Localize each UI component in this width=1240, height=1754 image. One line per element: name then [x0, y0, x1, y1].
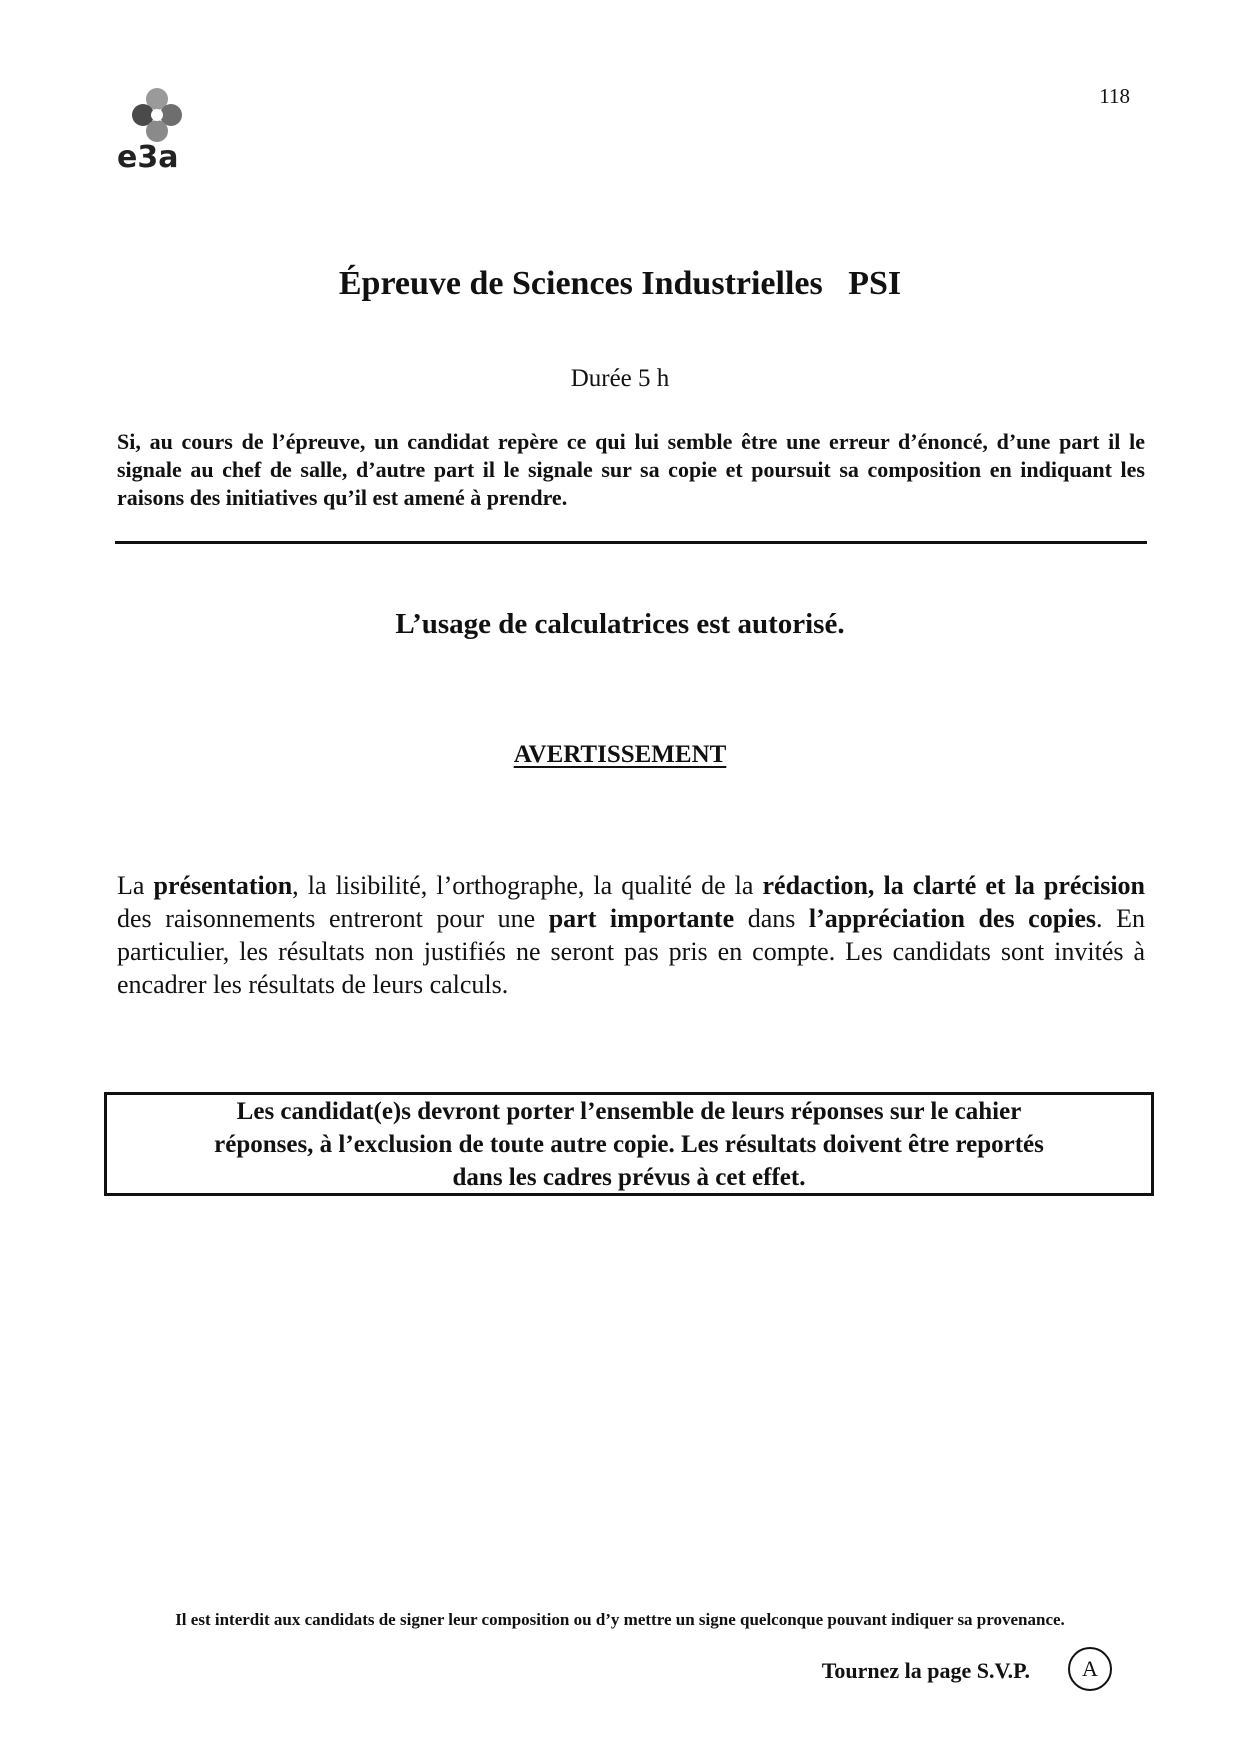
warning-text: des raisonnements entreront pour une — [117, 904, 549, 933]
answer-box-line: dans les cadres prévus à cet effet. — [452, 1163, 806, 1191]
warning-emphasis: rédaction, la clarté et la précision — [762, 871, 1145, 900]
warning-text: . En particulier, les résultats non justifiés ne seront pas pris en compte. Les candidats sont invités à encadrer les résultats de leurs calculs. — [117, 904, 1145, 999]
horizontal-divider — [115, 541, 1147, 544]
error-notice: Si, au cours de l’épreuve, un candidat repère ce qui lui semble être une erreur d’énoncé, d’une part il le signale au chef de salle, d’autre part il le signale sur sa copie et poursuit sa composition en indiquant les raisons des initiatives qu’il est amené à prendre. — [117, 429, 1145, 510]
warning-paragraph — [117, 869, 1145, 1001]
e3a-logo — [115, 85, 227, 180]
logo-center — [151, 109, 163, 121]
warning-emphasis: part importante — [548, 904, 735, 933]
answer-booklet-notice-box — [104, 1092, 1154, 1196]
version-badge: A — [1068, 1647, 1112, 1691]
warning-emphasis: l’appréciation des copies — [808, 904, 1097, 933]
exam-duration: Durée 5 h — [570, 365, 670, 392]
answer-box-line: Les candidat(e)s devront porter l’ensemble de leurs réponses sur le cahier — [236, 1097, 1022, 1125]
answer-box-text — [214, 1095, 1044, 1194]
page-title: Épreuve de Sciences Industrielles PSI — [338, 265, 902, 302]
warning-emphasis: présentation — [153, 871, 293, 900]
answer-box-line: réponses, à l’exclusion de toute autre copie. Les résultats doivent être reportés — [214, 1130, 1044, 1158]
signature-prohibition-notice: Il est interdit aux candidats de signer leur composition ou d’y mettre un signe quelconque pouvant indiquer sa provenance. — [175, 1610, 1065, 1629]
turn-page-notice: Tournez la page S.V.P. — [821, 1658, 1030, 1683]
warning-heading-text: AVERTISSEMENT — [513, 741, 727, 768]
calculator-notice: L’usage de calculatrices est autorisé. — [395, 608, 845, 640]
warning-heading — [0, 741, 1240, 769]
e3a-logo-graphic — [115, 85, 227, 180]
warning-text: dans — [734, 904, 809, 933]
logo-petal-bottom — [146, 120, 168, 142]
warning-text: , la lisibilité, l’orthographe, la qualité de la — [292, 871, 763, 900]
page-number: 118 — [1099, 84, 1130, 108]
logo-text: e3a — [117, 140, 179, 175]
warning-text: La — [117, 871, 154, 900]
